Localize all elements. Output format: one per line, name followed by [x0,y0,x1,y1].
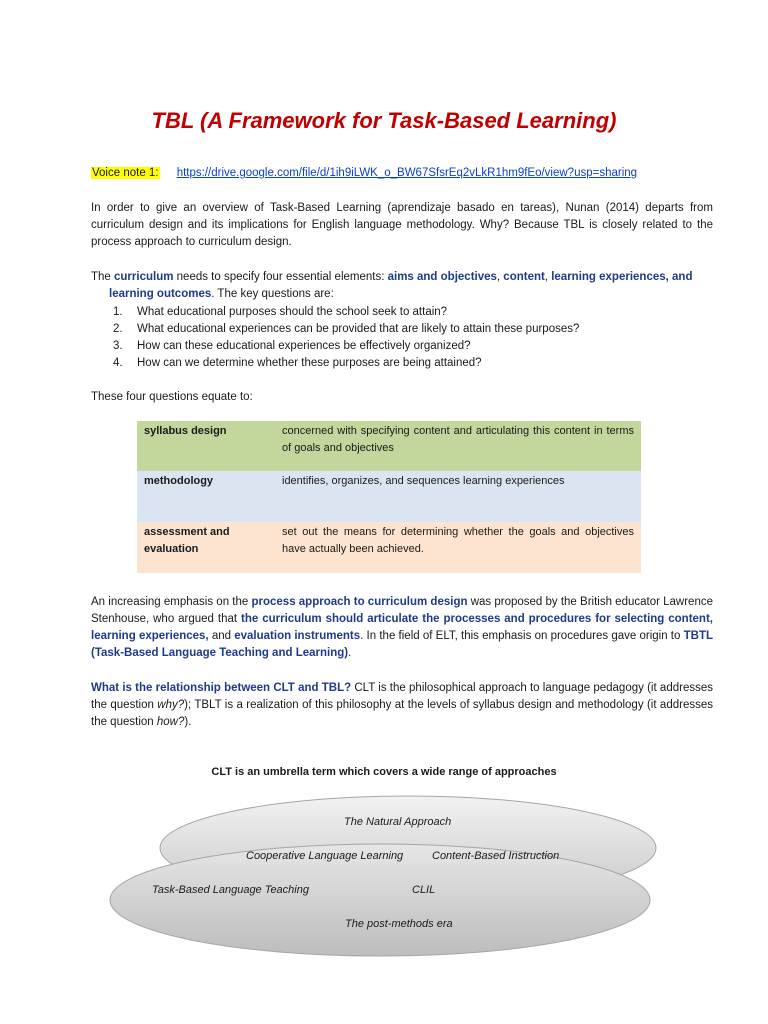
relationship-question: What is the relationship between CLT and TBL? [91,682,352,694]
table-term: methodology [144,475,214,487]
element-learning-outcomes: learning outcomes [109,288,212,300]
table-row [137,471,641,522]
approach-cooperative: Cooperative Language Learning [246,850,404,862]
list-number: 4. [113,357,123,369]
list-item [113,321,579,338]
list-text: How can we determine whether these purposes are being attained? [137,357,482,369]
table-desc: concerned with specifying content and articulating this content in terms of goals and objectives [282,425,634,454]
table-row [137,522,641,573]
approach-tblt: Task-Based Language Teaching [152,884,309,896]
questions-list [113,304,579,372]
process-text: and [208,630,235,642]
relationship-paragraph [91,680,713,731]
process-text: . In the field of ELT, this emphasis on procedures gave origin to [360,630,684,642]
curriculum-term: curriculum [114,271,174,283]
page-title: TBL (A Framework for Task-Based Learning) [151,108,617,133]
voice-note-link[interactable]: https://drive.google.com/file/d/1ih9iLWK_o_BW67SfsrEq2vLkR1hm9fEo/view?usp=sharing [176,167,638,179]
process-text: was proposed by the British educator Lawrence Stenhouse, who argued that [91,596,713,625]
process-paragraph [91,594,713,662]
how-term: how? [156,716,185,728]
element-aims: aims and objectives [387,271,497,283]
approach-post-methods: The post-methods era [345,918,453,930]
curriculum-text: , [496,271,504,283]
evaluation-term: evaluation instruments [234,630,361,642]
intro-paragraph: In order to give an overview of Task-Based Learning (aprendizaje basado en tareas), Nunan (2014) departs from curriculum design and its implications for English language methodology. Why? Because TBL is closely related to the process approach to curriculum design. [91,202,713,248]
table-desc: set out the means for determining whether the goals and objectives have actually been achieved. [282,526,634,555]
voice-note [91,167,637,179]
curriculum-text: , and [665,271,693,283]
process-text: . [348,647,352,659]
process-text: An increasing emphasis on the [91,596,252,608]
approach-clil: CLIL [412,884,436,896]
curriculum-text: . The key questions are: [211,288,334,300]
approach-content-based: Content-Based Instruction [432,850,560,862]
tbtl-term: TBTL (Task-Based Language Teaching and Learning) [91,630,713,659]
relationship-text: ); TBLT is a realization of this philosophy at the levels of syllabus design and methodology (it addresses the question [91,699,713,728]
list-number: 3. [113,340,123,352]
list-number: 1. [113,306,123,318]
curriculum-paragraph [91,269,713,303]
why-term: why? [157,699,185,711]
list-number: 2. [113,323,123,335]
list-item [113,338,579,355]
table-term: assessment and evaluation [144,526,230,555]
table-term: syllabus design [144,425,227,437]
stenhouse-argument: the curriculum should articulate the processes and procedures for selecting content, learning experiences, [91,613,713,642]
relationship-text: CLT is the philosophical approach to language pedagogy (it addresses the question [91,682,713,711]
process-approach-term: process approach to curriculum design [251,596,468,608]
list-item [113,304,579,321]
equate-text: These four questions equate to: [91,391,253,403]
list-item [113,355,579,372]
curriculum-text: , [544,271,552,283]
table-row [137,421,641,471]
list-text: How can these educational experiences be effectively organized? [137,340,471,352]
element-learning-experiences: learning experiences [551,271,666,283]
curriculum-table [137,421,641,573]
table-desc: identifies, organizes, and sequences learning experiences [282,475,565,487]
voice-note-label: Voice note 1: [92,167,159,179]
element-content: content [503,271,545,283]
approach-natural: The Natural Approach [344,816,452,828]
relationship-text: ). [184,716,192,728]
list-text: What educational purposes should the school seek to attain? [137,306,448,318]
list-text: What educational experiences can be provided that are likely to attain these purposes? [137,323,580,335]
diagram-caption: CLT is an umbrella term which covers a wide range of approaches [211,766,557,778]
curriculum-text: The [91,271,115,283]
curriculum-text: needs to specify four essential elements: [173,271,388,283]
